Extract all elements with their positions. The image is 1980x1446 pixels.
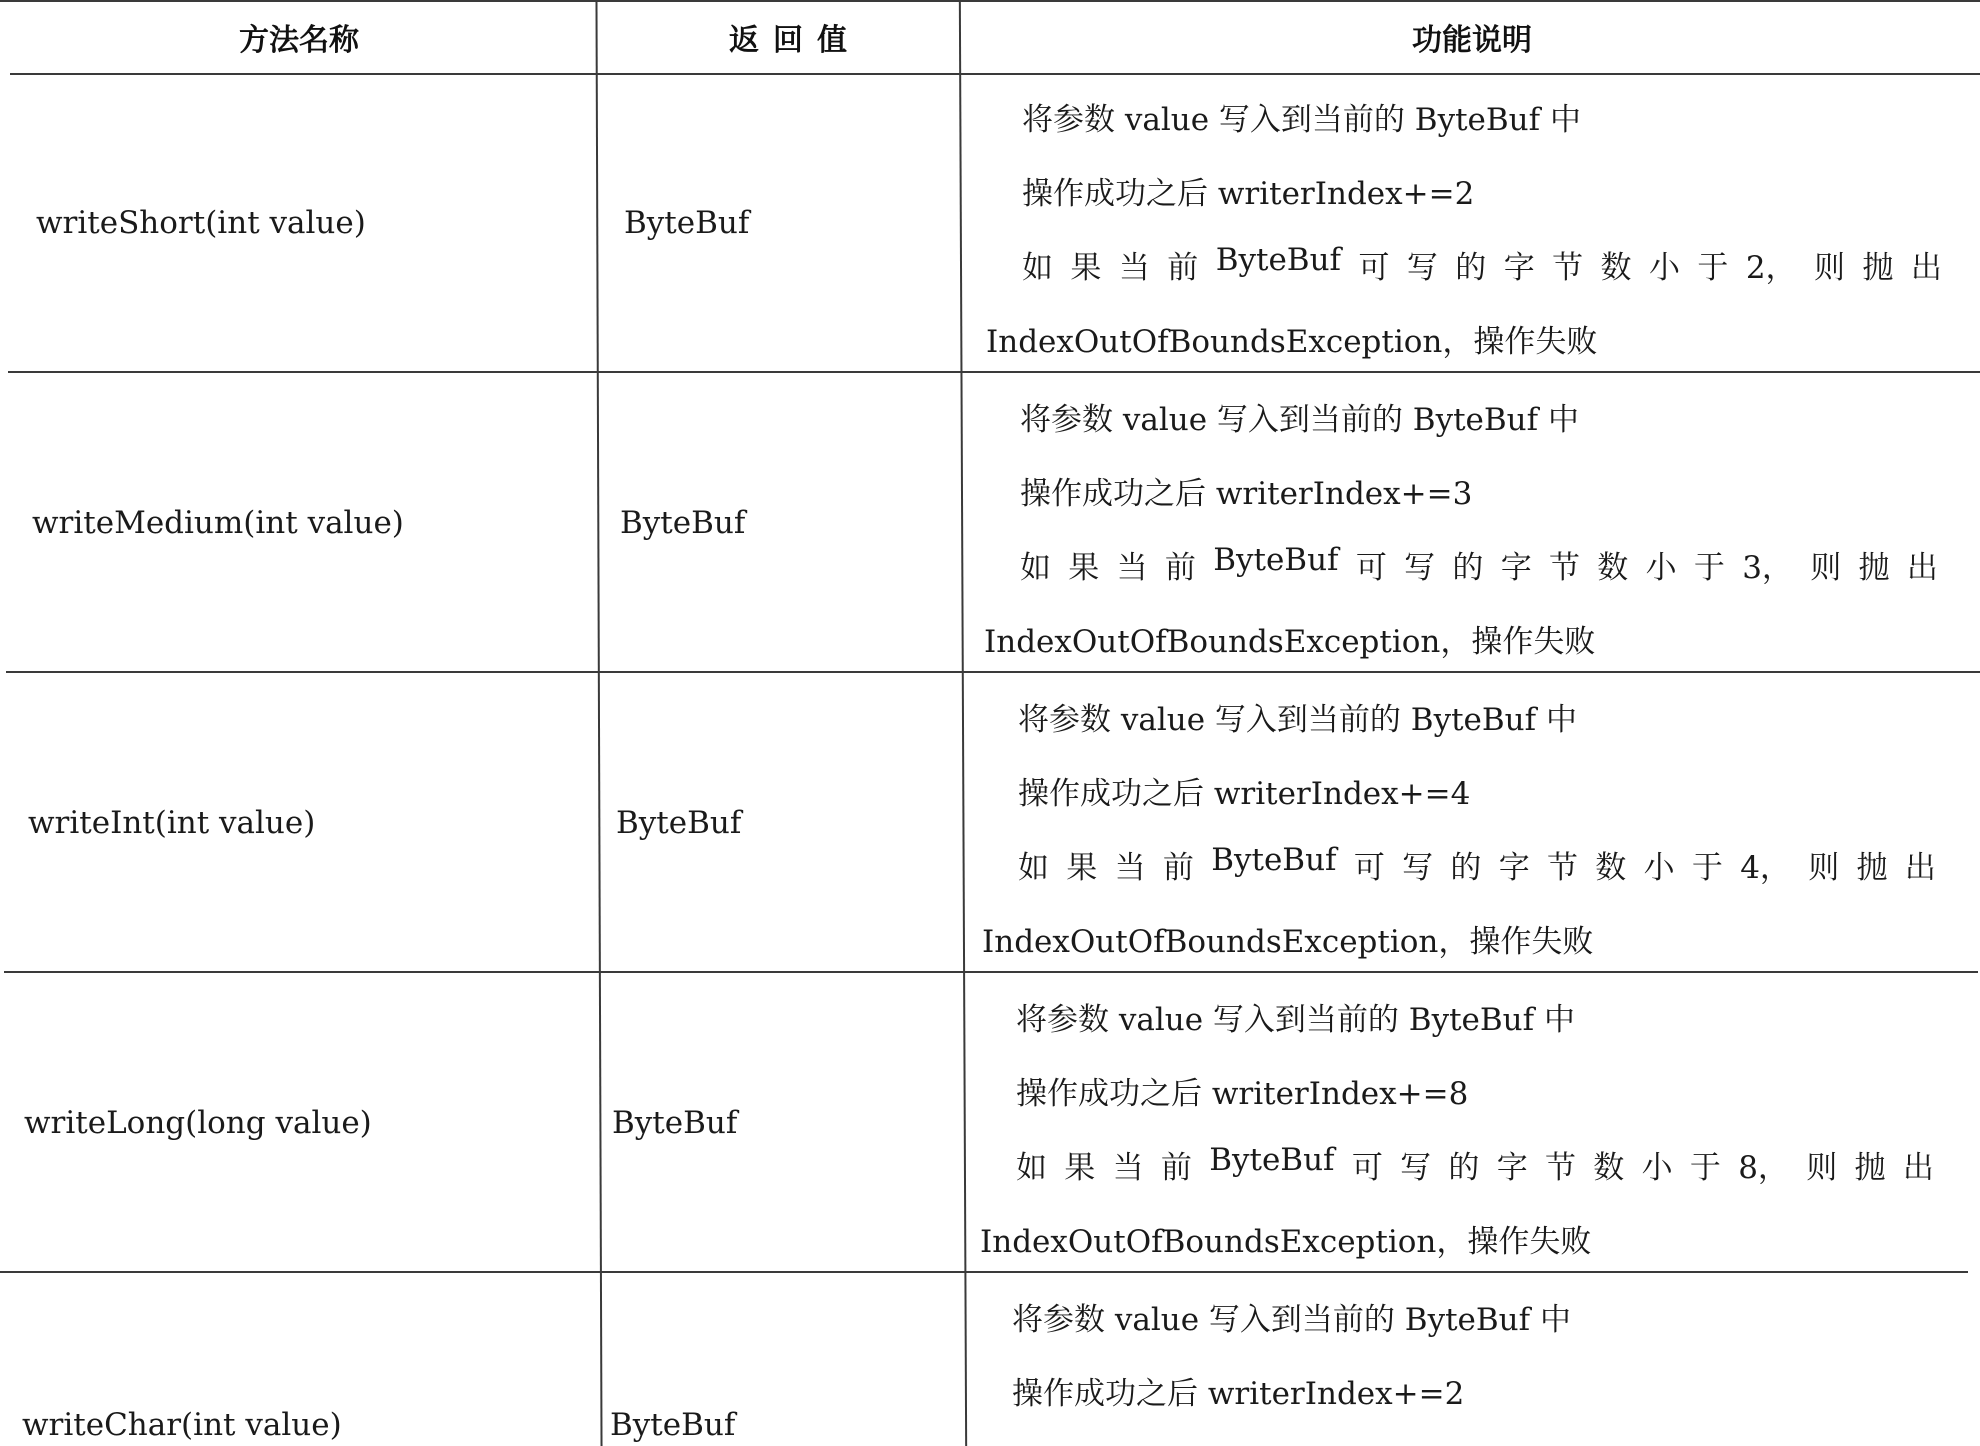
desc-token: 字	[1496, 1150, 1528, 1186]
table-rule-row-4	[0, 1271, 1968, 1273]
desc-token: 小	[1648, 250, 1680, 286]
desc-token: 写	[1400, 1150, 1432, 1186]
table-row-desc-line: 将参数 value 写入到当前的 ByteBuf 中	[1020, 402, 1579, 438]
desc-token: 节	[1552, 250, 1584, 286]
header-method-name: 方法名称	[239, 22, 359, 58]
desc-token: 的	[1455, 250, 1487, 286]
table-row-desc-line: 操作成功之后 writerIndex+=8	[1016, 1076, 1469, 1112]
table-col-divider-2	[959, 0, 967, 1446]
desc-token: 抛	[1862, 250, 1894, 286]
desc-token: 节	[1549, 550, 1580, 586]
desc-token: 的	[1450, 850, 1482, 886]
desc-token: 2，	[1745, 250, 1797, 286]
desc-token: 于	[1697, 250, 1729, 286]
desc-token: 节	[1545, 1150, 1576, 1186]
table-row-desc-line: 操作成功之后 writerIndex+=2	[1022, 176, 1475, 212]
table-row-desc-line	[1022, 242, 1942, 287]
table-row-desc-line: 操作成功之后 writerIndex+=3	[1020, 476, 1473, 512]
desc-token: 字	[1498, 850, 1530, 886]
desc-token: 当	[1112, 1150, 1144, 1186]
desc-token: 写	[1406, 250, 1438, 286]
desc-token: 字	[1500, 550, 1532, 586]
desc-token: 8，	[1738, 1150, 1789, 1186]
table-row-desc-line: IndexOutOfBoundsException，操作失败	[986, 324, 1598, 360]
desc-token: ByteBuf	[1211, 842, 1337, 878]
desc-token: ByteBuf	[1209, 1142, 1335, 1178]
desc-token: ByteBuf	[1215, 242, 1342, 278]
table-row-desc-line: 将参数 value 写入到当前的 ByteBuf 中	[1016, 1002, 1575, 1038]
table-row-desc-line: IndexOutOfBoundsException，操作失败	[984, 624, 1596, 660]
desc-token: 小	[1641, 1150, 1673, 1186]
desc-token: 抛	[1854, 1150, 1886, 1186]
desc-token: 前	[1167, 250, 1199, 286]
desc-token: 抛	[1858, 550, 1890, 586]
table-row-desc-line	[1016, 1142, 1934, 1187]
desc-token: 于	[1689, 1150, 1721, 1186]
header-return-value: 返回值	[729, 22, 861, 58]
table-row-desc-line	[1018, 842, 1936, 887]
desc-token: 则	[1806, 1150, 1838, 1186]
table-row-method: writeInt(int value)	[28, 805, 316, 841]
desc-token: 数	[1600, 250, 1632, 286]
desc-token: 前	[1162, 850, 1194, 886]
desc-token: 果	[1066, 850, 1098, 886]
table-row-desc-line: IndexOutOfBoundsException，操作失败	[980, 1224, 1592, 1260]
table-rule-header	[10, 73, 1980, 75]
desc-token: 可	[1358, 250, 1390, 286]
table-row-desc-line: 将参数 value 写入到当前的 ByteBuf 中	[1018, 702, 1577, 738]
desc-token: 果	[1068, 550, 1100, 586]
desc-token: 数	[1597, 550, 1629, 586]
desc-token: 出	[1902, 1150, 1934, 1186]
desc-token: 数	[1595, 850, 1627, 886]
desc-token: 则	[1810, 550, 1842, 586]
table-row-return: ByteBuf	[610, 1407, 736, 1443]
desc-token: 的	[1452, 550, 1484, 586]
desc-token: 数	[1593, 1150, 1625, 1186]
desc-token: 于	[1693, 550, 1725, 586]
table-row-method: writeLong(long value)	[24, 1105, 372, 1141]
table-row-desc-line: 将参数 value 写入到当前的 ByteBuf 中	[1022, 102, 1581, 138]
desc-token: 前	[1160, 1150, 1192, 1186]
desc-token: 如	[1020, 550, 1051, 586]
table-row-desc-line: 将参数 value 写入到当前的 ByteBuf 中	[1012, 1302, 1571, 1338]
desc-token: 可	[1355, 550, 1387, 586]
desc-token: 当	[1114, 850, 1146, 886]
desc-token: 的	[1448, 1150, 1480, 1186]
desc-token: 字	[1503, 250, 1535, 286]
desc-token: 如	[1018, 850, 1049, 886]
desc-token: 当	[1118, 250, 1150, 286]
desc-token: 4，	[1740, 850, 1791, 886]
table-row-return: ByteBuf	[612, 1105, 738, 1141]
desc-token: 可	[1351, 1150, 1383, 1186]
desc-token: 写	[1404, 550, 1436, 586]
table-col-divider-1	[595, 0, 602, 1446]
table-row-desc-line: 操作成功之后 writerIndex+=2	[1012, 1376, 1465, 1412]
desc-token: 于	[1691, 850, 1723, 886]
desc-token: 出	[1910, 250, 1942, 286]
desc-token: 则	[1813, 250, 1845, 286]
desc-token: 出	[1904, 850, 1936, 886]
table-row-method: writeShort(int value)	[36, 205, 366, 241]
table-row-desc-line: 操作成功之后 writerIndex+=4	[1018, 776, 1471, 812]
desc-token: 小	[1645, 550, 1677, 586]
desc-token: 抛	[1856, 850, 1888, 886]
table-rule-row-2	[6, 671, 1980, 673]
desc-token: 小	[1643, 850, 1675, 886]
table-row-desc-line	[1020, 542, 1938, 587]
table-row-method: writeChar(int value)	[22, 1407, 342, 1443]
table-rule-row-1	[8, 371, 1980, 373]
table-row-return: ByteBuf	[620, 505, 746, 541]
desc-token: 写	[1402, 850, 1434, 886]
desc-token: 如	[1022, 250, 1053, 286]
desc-token: 节	[1547, 850, 1578, 886]
desc-token: 可	[1353, 850, 1385, 886]
desc-token: 出	[1906, 550, 1938, 586]
table-rule-row-3	[4, 971, 1978, 973]
desc-token: 则	[1808, 850, 1840, 886]
desc-token: 如	[1016, 1150, 1047, 1186]
desc-token: ByteBuf	[1213, 542, 1339, 578]
table-row-method: writeMedium(int value)	[32, 505, 404, 541]
table-row-return: ByteBuf	[624, 205, 750, 241]
desc-token: 果	[1064, 1150, 1096, 1186]
table-row-return: ByteBuf	[616, 805, 742, 841]
desc-token: 果	[1070, 250, 1102, 286]
header-description: 功能说明	[1412, 22, 1532, 58]
desc-token: 3，	[1742, 550, 1793, 586]
table-row-desc-line: IndexOutOfBoundsException，操作失败	[982, 924, 1594, 960]
desc-token: 前	[1164, 550, 1196, 586]
desc-token: 当	[1116, 550, 1148, 586]
